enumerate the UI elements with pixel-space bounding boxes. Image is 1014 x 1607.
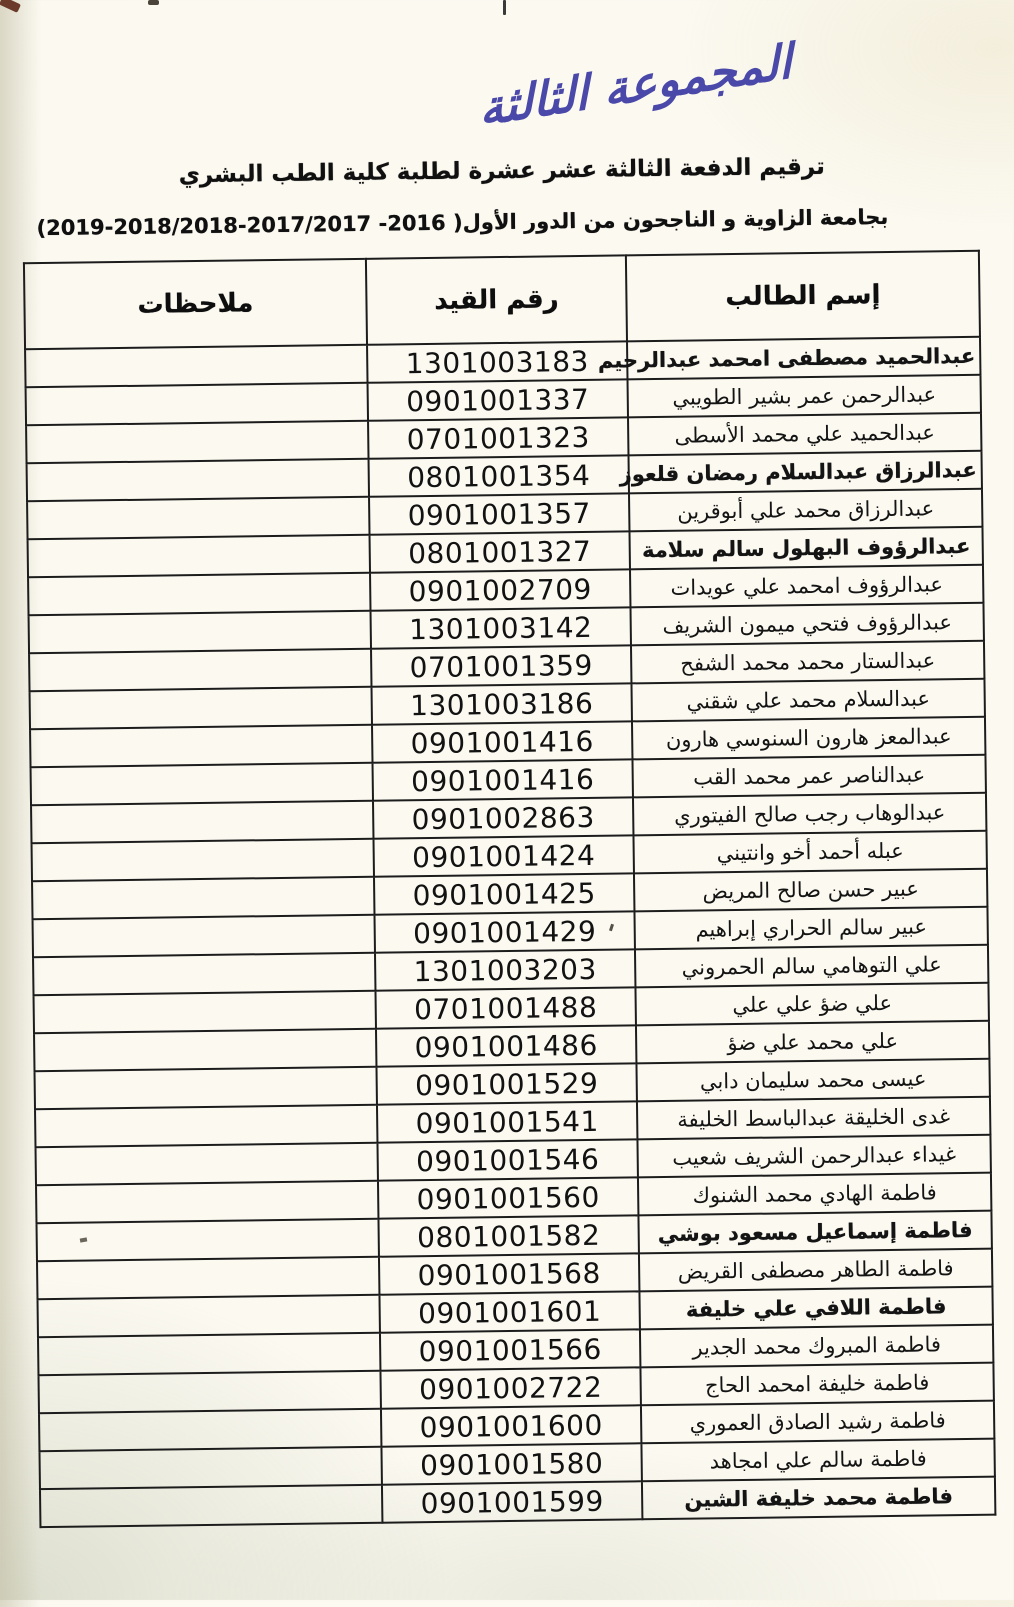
student-name-cell: علي محمد علي ضؤ bbox=[636, 1021, 989, 1064]
registration-number-cell: 0901001568 bbox=[379, 1253, 639, 1294]
students-table bbox=[23, 250, 996, 1528]
registration-number-cell: 1301003203 bbox=[375, 949, 635, 990]
registration-number-cell: 0901001566 bbox=[380, 1329, 640, 1370]
notes-cell bbox=[30, 687, 372, 729]
registration-number-cell: 0901002709 bbox=[370, 569, 630, 610]
registration-number-cell: 0901001546 bbox=[377, 1139, 637, 1180]
notes-cell bbox=[38, 1371, 380, 1413]
notes-cell bbox=[28, 535, 370, 577]
notes-cell bbox=[31, 801, 373, 843]
notes-cell bbox=[36, 1219, 378, 1261]
notes-cell bbox=[31, 763, 373, 805]
student-name-cell: عبدالرؤوف امحمد علي عويدات bbox=[630, 565, 983, 608]
notes-cell bbox=[25, 345, 367, 387]
notes-cell bbox=[37, 1295, 379, 1337]
registration-number-cell: 0901001599 bbox=[382, 1481, 642, 1522]
registration-number-cell: 1301003186 bbox=[372, 683, 632, 724]
registration-number-cell: 0901002722 bbox=[380, 1367, 640, 1408]
notes-cell bbox=[28, 573, 370, 615]
notes-cell bbox=[35, 1105, 377, 1147]
registration-number-cell: 0701001323 bbox=[368, 417, 628, 458]
registration-number-cell: 0901001357 bbox=[369, 493, 629, 534]
student-name-cell: عيسى محمد سليمان دابي bbox=[636, 1059, 989, 1102]
registration-number-cell: 0701001359 bbox=[371, 645, 631, 686]
notes-cell bbox=[34, 1029, 376, 1071]
registration-number-cell: 0901001601 bbox=[379, 1291, 639, 1332]
student-name-cell: عبدالسلام محمد علي شقني bbox=[631, 679, 984, 722]
notes-cell bbox=[38, 1333, 380, 1375]
student-name-cell: فاطمة محمد خليفة الشين bbox=[642, 1477, 995, 1520]
notes-cell bbox=[32, 877, 374, 919]
student-name-cell: عبدالستار محمد محمد الشفح bbox=[631, 641, 984, 684]
student-name-cell: فاطمة إسماعيل مسعود بوشي bbox=[638, 1211, 991, 1254]
student-name-cell: عبدالرؤوف فتحي ميمون الشريف bbox=[630, 603, 983, 646]
student-name-cell: فاطمة المبروك محمد الجدير bbox=[640, 1325, 993, 1368]
registration-number-cell: 0901001580 bbox=[381, 1443, 641, 1484]
student-name-cell: عبدالرزاق محمد علي أبوقرين bbox=[629, 489, 982, 532]
registration-number-cell: 1301003183 bbox=[367, 341, 627, 382]
notes-cell bbox=[26, 421, 368, 463]
registration-number-cell: 0901001429 bbox=[374, 911, 634, 952]
student-name-cell: عبدالحميد علي محمد الأسطى bbox=[628, 413, 981, 456]
notes-cell bbox=[36, 1181, 378, 1223]
registration-number-cell: 0801001327 bbox=[370, 531, 630, 572]
registration-number-cell: 0901001529 bbox=[376, 1063, 636, 1104]
registration-number-cell: 0901001425 bbox=[374, 873, 634, 914]
notes-cell bbox=[37, 1257, 379, 1299]
notes-cell bbox=[27, 497, 369, 539]
notes-cell bbox=[40, 1485, 382, 1527]
student-name-cell: فاطمة الطاهر مصطفى القريض bbox=[639, 1249, 992, 1292]
notes-cell bbox=[36, 1143, 378, 1185]
registration-number-cell: 0901001416 bbox=[373, 759, 633, 800]
notes-cell bbox=[33, 915, 375, 957]
students-table-body bbox=[25, 337, 995, 1527]
registration-number-cell: 0901001486 bbox=[376, 1025, 636, 1066]
student-name-cell: غيداء عبدالرحمن الشريف شعيب bbox=[637, 1135, 990, 1178]
table-header-row bbox=[24, 251, 980, 349]
registration-number-cell: 0901001541 bbox=[377, 1101, 637, 1142]
student-name-cell: علي ضؤ علي علي bbox=[635, 983, 988, 1026]
student-name-cell: عبدالرؤوف البهلول سالم سلامة bbox=[629, 527, 982, 570]
document-title: ترقيم الدفعة الثالثة عشر عشرة لطلبة كلية الطب البشري bbox=[178, 153, 825, 189]
student-name-cell: عبله أحمد أخو وانتيني bbox=[633, 831, 986, 874]
student-name-cell: عبدالمعز هارون السنوسي هارون bbox=[632, 717, 985, 760]
student-name-cell: عبدالرزاق عبدالسلام رمضان قلعوز bbox=[628, 451, 981, 494]
student-name-cell: علي التوهامي سالم الحمروني bbox=[635, 945, 988, 988]
student-name-cell: عبدالناصر عمر محمد القب bbox=[632, 755, 985, 798]
notes-cell bbox=[34, 991, 376, 1033]
notes-cell bbox=[35, 1067, 377, 1109]
notes-cell bbox=[29, 649, 371, 691]
registration-number-cell: 0901001600 bbox=[381, 1405, 641, 1446]
registration-number-cell: 0901001337 bbox=[368, 379, 628, 420]
student-name-cell: فاطمة اللافي علي خليفة bbox=[639, 1287, 992, 1330]
document-subtitle: بجامعة الزاوية و الناجحون من الدور الأول( 2016- 2017/2017-2018/2018-2019) bbox=[36, 204, 889, 241]
registration-number-cell: 0801001354 bbox=[369, 455, 629, 496]
registration-number-cell: 0901001424 bbox=[373, 835, 633, 876]
student-name-cell: غدى الخليقة عبدالباسط الخليفة bbox=[637, 1097, 990, 1140]
notes-cell bbox=[29, 611, 371, 653]
registration-number-cell: 1301003142 bbox=[371, 607, 631, 648]
student-name-cell: عبدالوهاب رجب صالح الفيتوري bbox=[633, 793, 986, 836]
col-header-notes: ملاحظات bbox=[24, 259, 367, 349]
notes-cell bbox=[30, 725, 372, 767]
student-name-cell: عبدالحميد مصطفى امحمد عبدالرحيم bbox=[627, 337, 980, 380]
student-name-cell: عبير حسن صالح المريض bbox=[634, 869, 987, 912]
handwritten-group-note: المجموعة الثالثة bbox=[478, 34, 793, 138]
student-name-cell: عبير سالم الحراري إبراهيم bbox=[634, 907, 987, 950]
notes-cell bbox=[39, 1409, 381, 1451]
student-name-cell: فاطمة الهادي محمد الشنوك bbox=[638, 1173, 991, 1216]
registration-number-cell: 0901002863 bbox=[373, 797, 633, 838]
notes-cell bbox=[33, 953, 375, 995]
notes-cell bbox=[27, 459, 369, 501]
student-name-cell: عبدالرحمن عمر بشير الطويبي bbox=[628, 375, 981, 418]
notes-cell bbox=[39, 1447, 381, 1489]
registration-number-cell: 0801001582 bbox=[378, 1215, 638, 1256]
registration-number-cell: 0701001488 bbox=[375, 987, 635, 1028]
student-name-cell: فاطمة سالم علي امجاهد bbox=[641, 1439, 994, 1482]
notes-cell bbox=[26, 383, 368, 425]
registration-number-cell: 0901001416 bbox=[372, 721, 632, 762]
col-header-student-name: إسم الطالب bbox=[626, 251, 980, 342]
col-header-registration-number: رقم القيد bbox=[366, 255, 627, 344]
notes-cell bbox=[32, 839, 374, 881]
registration-number-cell: 0901001560 bbox=[378, 1177, 638, 1218]
student-name-cell: فاطمة خليفة امحمد الحاج bbox=[640, 1363, 993, 1406]
student-name-cell: فاطمة رشيد الصادق العموري bbox=[641, 1401, 994, 1444]
